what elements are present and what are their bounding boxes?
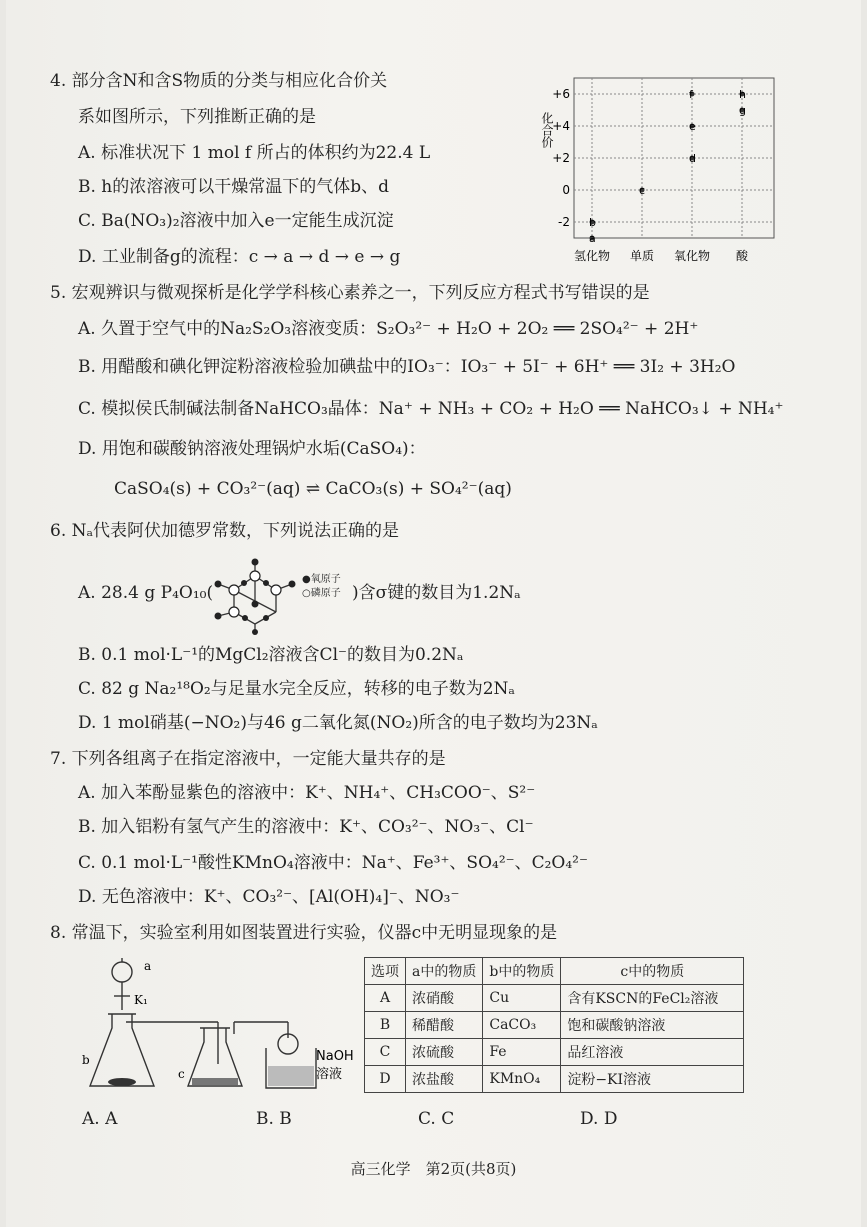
cell: 饱和碳酸钠溶液 (561, 1012, 744, 1039)
page-footer: 高三化学 第2页(共8页) (350, 1160, 517, 1178)
table-row (365, 985, 744, 1012)
cell: 浓硫酸 (406, 1039, 483, 1066)
point-label: g (739, 104, 746, 117)
x-tick-label: 氢化物 (573, 249, 611, 263)
label-a: a (144, 959, 152, 973)
q4-stem-line1: 4. 部分含N和含S物质的分类与相应化合价关 (50, 71, 388, 91)
chart-ylabel: 化合价 (540, 112, 554, 148)
label-b: b (82, 1053, 90, 1067)
q4-option-c: C. Ba(NO₃)₂溶液中加入e一定能生成沉淀 (78, 211, 394, 231)
q5-option-a: A. 久置于空气中的Na₂S₂O₃溶液变质：S₂O₃²⁻ + H₂O + 2O₂ ══ 2SO₄²⁻ + 2H⁺ (78, 319, 699, 339)
q6-option-b: B. 0.1 mol·L⁻¹的MgCl₂溶液含Cl⁻的数目为0.2Nₐ (78, 645, 464, 665)
cell: KMnO₄ (483, 1066, 561, 1093)
q4-stem-line2: 系如图所示，下列推断正确的是 (78, 107, 316, 127)
q8-choice-b: B. B (256, 1109, 292, 1129)
q4-option-b: B. h的浓溶液可以干燥常温下的气体b、d (78, 177, 390, 197)
q6-option-d: D. 1 mol硝基(−NO₂)与46 g二氧化氮(NO₂)所含的电子数均为23Nₐ (78, 713, 598, 733)
q8-choice-d: D. D (580, 1109, 618, 1129)
cell: Fe (483, 1039, 561, 1066)
apparatus-diagram (78, 952, 358, 1102)
cell: CaCO₃ (483, 1012, 561, 1039)
table-row (365, 1012, 744, 1039)
point-label: c (639, 184, 646, 197)
q8-option-table (364, 957, 744, 1093)
table-row (365, 1039, 744, 1066)
chart-yticks (552, 87, 570, 229)
y-tick-label: +2 (552, 151, 570, 165)
q6-option-a-pre: A. 28.4 g P₄O₁₀( (78, 583, 214, 603)
legend-oxygen: ●氧原子 (302, 574, 341, 585)
th-a: a中的物质 (406, 958, 483, 985)
table-row (365, 1066, 744, 1093)
y-tick-label: -2 (558, 215, 570, 229)
x-tick-label: 单质 (629, 249, 655, 263)
point-label: d (689, 152, 696, 165)
valence-chart (540, 72, 784, 272)
x-tick-label: 氧化物 (673, 249, 711, 263)
q7-option-a: A. 加入苯酚显紫色的溶液中：K⁺、NH₄⁺、CH₃COO⁻、S²⁻ (78, 783, 536, 803)
point-label: e (689, 120, 696, 133)
point-label: f (689, 88, 693, 101)
cell: 含有KSCN的FeCl₂溶液 (561, 985, 744, 1012)
cell: 淀粉−KI溶液 (561, 1066, 744, 1093)
y-tick-label: 0 (562, 183, 570, 197)
cell: Cu (483, 985, 561, 1012)
q8-stem: 8. 常温下，实验室利用如图装置进行实验，仪器c中无明显现象的是 (50, 923, 558, 943)
q5-option-b: B. 用醋酸和碘化钾淀粉溶液检验加碘盐中的IO₃⁻：IO₃⁻ + 5I⁻ + 6H⁺ ══ 3I₂ + 3H₂O (78, 357, 736, 377)
q6-stem: 6. Nₐ代表阿伏加德罗常数，下列说法正确的是 (50, 521, 400, 541)
chart-points (589, 88, 746, 245)
cell: A (365, 985, 406, 1012)
p4o10-structure-icon (212, 554, 298, 634)
point-label: a (589, 232, 596, 245)
q8-choice-c: C. C (418, 1109, 455, 1129)
q4-option-d: D. 工业制备g的流程：c → a → d → e → g (78, 247, 401, 267)
cell: 稀醋酸 (406, 1012, 483, 1039)
cell: D (365, 1066, 406, 1093)
point-label: h (739, 88, 746, 101)
q8-choice-a: A. A (82, 1109, 118, 1129)
q4-option-a: A. 标准状况下 1 mol f 所占的体积约为22.4 L (78, 143, 431, 163)
q7-stem: 7. 下列各组离子在指定溶液中，一定能大量共存的是 (50, 749, 446, 769)
q6-option-a-post: )含σ键的数目为1.2Nₐ (352, 583, 521, 603)
q6-option-c: C. 82 g Na₂¹⁸O₂与足量水完全反应，转移的电子数为2Nₐ (78, 679, 515, 699)
q5-option-c: C. 模拟侯氏制碱法制备NaHCO₃晶体：Na⁺ + NH₃ + CO₂ + H₂O ══ NaHCO₃↓ + NH₄⁺ (78, 399, 784, 419)
legend-phosphorus: ○磷原子 (302, 588, 341, 599)
q7-option-d: D. 无色溶液中：K⁺、CO₃²⁻、[Al(OH)₄]⁻、NO₃⁻ (78, 887, 460, 907)
cell: 品红溶液 (561, 1039, 744, 1066)
label-solution: 溶液 (316, 1067, 343, 1082)
label-k1: K₁ (134, 993, 148, 1007)
th-b: b中的物质 (483, 958, 561, 985)
cell: C (365, 1039, 406, 1066)
cell: 浓盐酸 (406, 1066, 483, 1093)
q7-option-c: C. 0.1 mol·L⁻¹酸性KMnO₄溶液中：Na⁺、Fe³⁺、SO₄²⁻、C₂O₄²⁻ (78, 853, 588, 873)
th-c: c中的物质 (561, 958, 744, 985)
cell: 浓硝酸 (406, 985, 483, 1012)
q5-option-d-line1: D. 用饱和碳酸钠溶液处理锅炉水垢(CaSO₄)： (78, 439, 426, 459)
exam-page (6, 0, 861, 1227)
point-label: b (589, 216, 596, 229)
cell: B (365, 1012, 406, 1039)
chart-grid (574, 78, 774, 238)
x-tick-label: 酸 (735, 249, 749, 263)
q5-option-d-line2: CaSO₄(s) + CO₃²⁻(aq) ⇌ CaCO₃(s) + SO₄²⁻(aq) (114, 479, 512, 499)
y-tick-label: +4 (552, 119, 570, 133)
y-tick-label: +6 (552, 87, 570, 101)
q5-stem: 5. 宏观辨识与微观探析是化学学科核心素养之一，下列反应方程式书写错误的是 (50, 283, 650, 303)
label-c: c (178, 1067, 185, 1081)
q7-option-b: B. 加入铝粉有氢气产生的溶液中：K⁺、CO₃²⁻、NO₃⁻、Cl⁻ (78, 817, 534, 837)
chart-xticks (574, 248, 749, 263)
label-naoh: NaOH (316, 1049, 354, 1064)
th-option: 选项 (365, 958, 406, 985)
